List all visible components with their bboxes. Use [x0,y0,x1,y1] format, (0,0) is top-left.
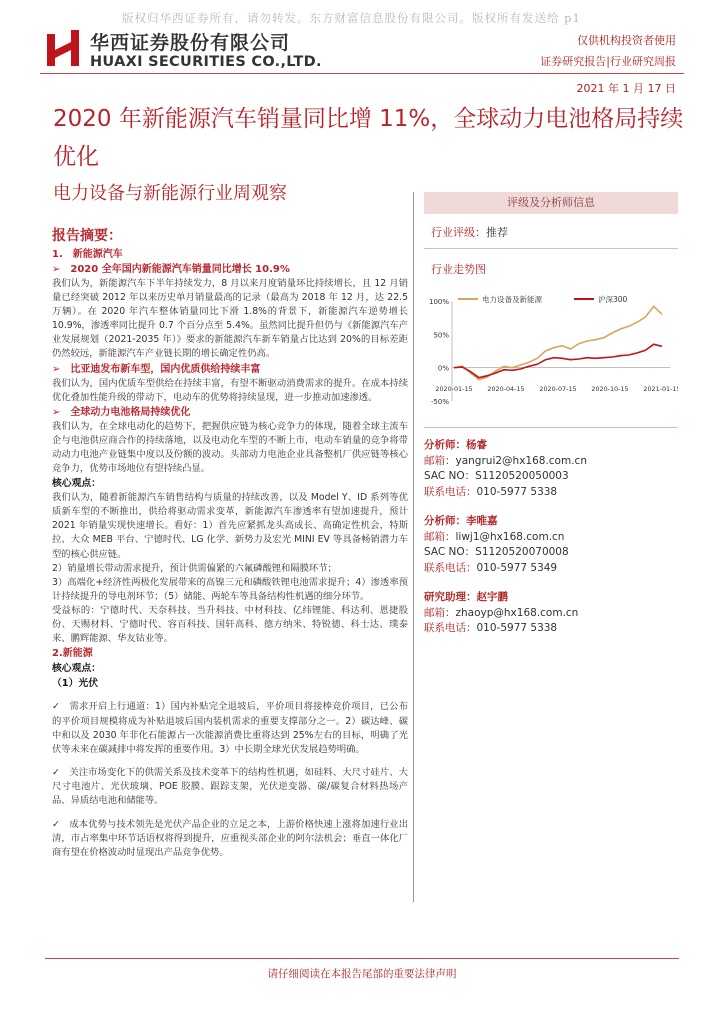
analyst-phone: 010-5977 5338 [476,622,558,634]
analyst-phone: 010-5977 5349 [476,561,558,574]
legend-label: 沪深300 [598,295,628,304]
chart-divider [424,427,678,428]
phone-label: 联系电话： [424,622,477,634]
rating-divider [424,248,678,249]
summary-column [52,225,408,869]
industry-rating [424,224,678,240]
sac-label: SAC NO： [424,546,476,558]
paragraph-core-2: 2）销量增长带动需求提升，预计供需偏紧的六氟磷酸锂和隔膜环节； [52,562,337,574]
paragraph-sales: 我们认为，新能源汽车下半年持续发力，8 月以来月度销量环比持续增长，且 12 月销量已经突破 2012 年以来历史单月销量最高的记录（最高为 2018 年 12 月，达 22.5 万辆）。在 2020 年汽车整体销量同比下滑 1.8%的背景下，新能源汽车逆势增长 10.9%，渗透率同比提升 0.7 个百分点至 5.4%。虽然同比提升但仍与《新能源汽车产业发展规划（2021-2035 年）》要求的新能源汽车新车销量占比达到 20%的目标差距仍然较远，新能源汽车产业链长期的增长确定性仍高。 [52,278,408,360]
analyst-sac: S1120520070008 [475,546,569,558]
x-tick-label: 2020-07-15 [539,385,577,393]
analyst-email[interactable]: liwj1@hx168.com.cn [455,530,565,543]
y-tick-label: 100% [428,298,449,306]
email-label: 邮箱： [424,606,456,619]
company-name-en: HUAXI SECURITIES CO.,LTD. [90,54,322,70]
analyst-email[interactable]: zhaoyp@hx168.com.cn [455,606,579,619]
sub-heading-battery: ➢ 全球动力电池格局持续优化 [52,406,191,418]
email-label: 邮箱： [424,454,456,467]
analyst-role: 分析师： [424,515,466,527]
phone-label: 联系电话： [424,561,477,574]
analyst-block-3 [424,590,678,637]
paragraph-core-3: 3）高端化+经济性两极化发展带来的高镍三元和磷酸铁锂电池需求提升；4）渗透率预计持续提升的导电剂环节；（5）储能、两轮车等具备结构性机遇的细分环节。 [52,576,408,602]
y-tick-label: -50% [430,398,449,406]
bullet-demand: ✓ 需求开启上行通道：1）国内补贴完全退坡后，平价项目将接棒竞价项目，已公布的平价项目规模将成为补贴退坡后国内装机需求的重要支撑部分之一。2）碳达峰、碳中和以及 2030 年非化石能源占一次能源消费比重将达到 25%左右的目标，明确了光伏等未来在碳减排中将发挥的重要作用。3）中长期全球光伏发展趋势明确。 [52,701,408,755]
analyst-email[interactable]: yangrui2@hx168.com.cn [455,454,587,467]
summary-heading: 报告摘要： [52,228,122,244]
rating-value: 推荐 [486,226,508,239]
footer-divider [45,958,679,959]
header-report-type: 证券研究报告|行业研究周报 [540,55,676,68]
email-label: 邮箱： [424,530,456,543]
analyst-role: 分析师： [424,439,466,451]
analyst-name: 李唯嘉 [466,515,498,527]
column-divider [413,192,414,902]
x-tick-label: 2020-01-15 [435,385,473,393]
rating-box-title: 评级及分析师信息 [424,192,678,214]
analyst-phone: 010-5977 5338 [476,485,558,498]
huaxi-logo [45,28,81,68]
trend-chart-svg [424,287,678,417]
report-subtitle: 电力设备与新能源行业周观察 [53,183,287,204]
section-renewable-heading: 2.新能源 [52,648,93,660]
sac-label: SAC NO： [424,470,476,482]
pv-label: （1）光伏 [52,678,99,690]
x-tick-label: 2020-10-15 [591,385,629,393]
core-view-label: 核心观点： [52,478,101,490]
footer-disclaimer: 请仔细阅读在本报告尾部的重要法律声明 [267,968,457,980]
analyst-block-1 [424,438,678,500]
bullet-structure: ✓ 关注市场变化下的供需关系及技术变革下的结构性机遇，如硅料、大尺寸硅片、大尺寸电池片、光伏玻璃、POE 胶膜、跟踪支架，光伏逆变器、碳/碳复合材料热场产品、异质结电池和储能等。 [52,767,408,807]
analyst-role: 研究助理： [424,591,477,603]
rating-label: 行业评级： [431,226,486,239]
x-tick-label: 2020-04-15 [487,385,525,393]
x-tick-label: 2021-01-15 [643,385,678,393]
trend-title: 行业走势图 [431,263,486,276]
series-line-1 [454,344,662,377]
watermark: 版权归华西证券所有，请勿转发。东方财富信息股份有限公司。版权所有发送给 p1 [122,11,581,25]
paragraph-beneficiaries: 受益标的：宁德时代、天奈科技、当升科技、中材科技、亿纬锂能、科达利、恩捷股份、天赐材料、宁德时代、容百科技、国轩高科、德方纳米、特锐德、科士达、璞泰来、鹏辉能源、华友钴业等。 [52,604,408,645]
series-line-0 [454,306,662,379]
paragraph-core-1: 我们认为，随着新能源汽车销售结构与质量的持续改善，以及 Model Y、ID 系列等优质新车型的不断推出，供给将驱动需求变革，新能源汽车渗透率有望加速提升，预计 2021 年销量实现快速增长。看好：1）首先应紧抓龙头高成长、高确定性机会，特斯拉、大众 MEB 平台、宁德时代、LG 化学、新势力及宏光 MINI EV 等具备畅销潜力车型的核心供应链。 [52,492,408,560]
header-divider [40,73,684,74]
analyst-sac: S1120520050003 [475,470,569,482]
y-tick-label: 50% [433,331,449,340]
sub-heading-sales: ➢ 2020 全年国内新能源汽车销量同比增长 10.9% [52,264,290,275]
header-audience: 仅供机构投资者使用 [577,34,676,47]
report-title: 2020 年新能源汽车销量同比增 11%，全球动力电池格局持续优化 [53,106,684,170]
legend-label: 电力设备及新能源 [482,295,542,304]
company-name-cn: 华西证券股份有限公司 [90,32,291,54]
bullet-cost: ✓ 成本优势与技术领先是光伏产品企业的立足之本，上游价格快速上涨将加速行业出清，市占率集中环节话语权将得到提升，应重视头部企业的阿尔法机会；垂直一体化厂商有望在价格波动时显现出产品竞争优势。 [52,818,408,858]
section-ev-heading: 1. 新能源汽车 [52,249,123,260]
analyst-name: 赵宇鹏 [476,591,508,603]
report-date: 2021 年 1 月 17 日 [576,82,676,95]
core-view-label-2: 核心观点： [52,663,101,675]
paragraph-battery: 我们认为，在全球电动化的趋势下，把握供应链为核心竞争力的体现，随着全球主流车企与电池供应商合作的持续落地，以及电动化车型的不断上市，电动车销量的竞争将带动动力电池产业链集中度以及份额的波动。头部动力电池企业具备整机厂供应链等核心竞争力，优势市场地位有望持续凸显。 [52,420,408,475]
paragraph-byd: 我们认为，国内优质车型供给在持续丰富，有望不断驱动消费需求的提升。在成本持续优化叠加性能升级的带动下，电动车的优势将持续显现，进一步推动加速渗透。 [52,377,408,403]
rating-column [424,192,678,637]
y-tick-label: 0% [437,364,449,373]
analyst-block-2 [424,514,678,576]
sub-heading-byd: ➢ 比亚迪发布新车型，国内优质供给持续丰富 [52,363,261,375]
analyst-name: 杨睿 [466,439,487,451]
phone-label: 联系电话： [424,485,477,498]
trend-chart [424,287,678,421]
